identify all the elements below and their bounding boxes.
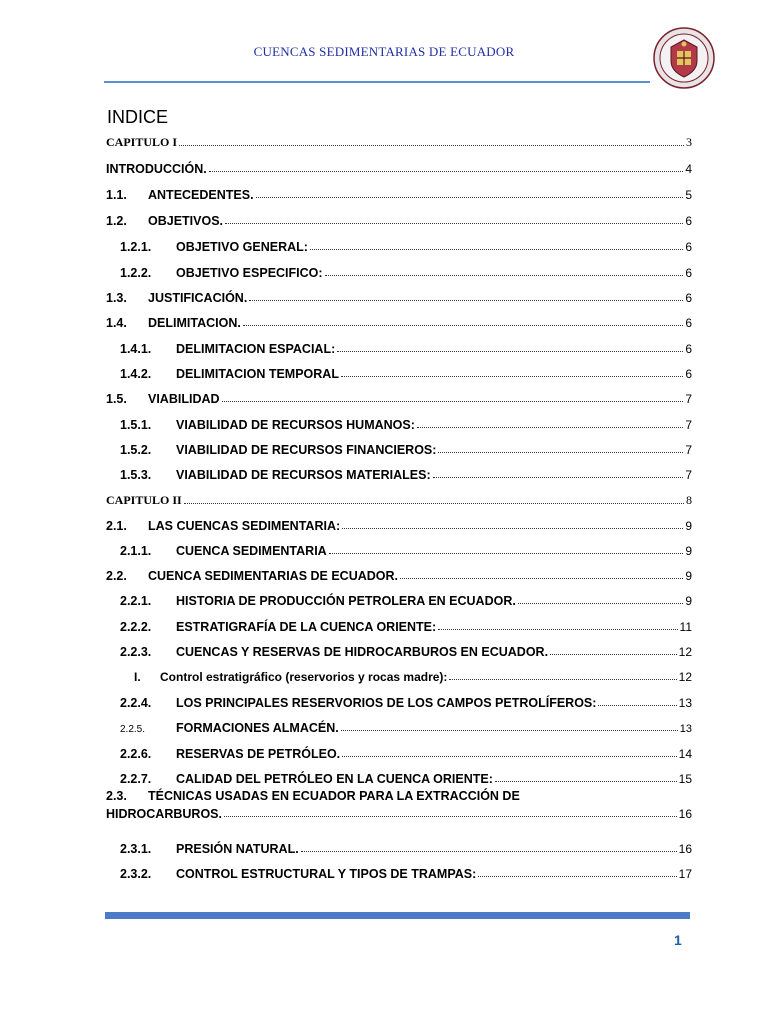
toc-leader-dots (224, 815, 677, 817)
toc-entry-page: 6 (685, 291, 692, 305)
toc-entry-page: 16 (678, 807, 692, 821)
toc-entry-number: 1.2.1. (120, 240, 152, 254)
toc-entry[interactable] (106, 789, 692, 829)
toc-entry-page: 7 (685, 468, 692, 482)
toc-entry[interactable] (120, 713, 692, 735)
toc-entry-page: 17 (678, 867, 692, 881)
toc-entry-title: CALIDAD DEL PETRÓLEO EN LA CUENCA ORIENTE: (176, 772, 493, 786)
toc-entry[interactable] (106, 128, 692, 150)
toc-entry[interactable] (120, 834, 692, 856)
toc-entry-number: 2.1. (106, 519, 127, 533)
toc-entry-title: JUSTIFICACIÓN. (148, 291, 248, 305)
toc-entry-title: OBJETIVOS. (148, 214, 224, 228)
toc-entry-page: 7 (685, 418, 692, 432)
toc-entry-page: 7 (685, 443, 692, 457)
toc-entry-title: ESTRATIGRAFÍA DE LA CUENCA ORIENTE: (176, 620, 437, 634)
toc-entry-title: RESERVAS DE PETRÓLEO. (176, 747, 341, 761)
toc-entry[interactable] (120, 258, 692, 280)
toc-entry-number: 1.4.1. (120, 342, 152, 356)
toc-entry-title: PRESIÓN NATURAL. (176, 842, 299, 856)
toc-entry-number: 2.2.5. (120, 724, 146, 735)
toc-leader-dots (550, 653, 677, 655)
toc-leader-dots (301, 850, 677, 852)
toc-entry-title: HISTORIA DE PRODUCCIÓN PETROLERA EN ECUADOR. (176, 594, 516, 608)
toc-entry[interactable] (134, 662, 692, 684)
toc-entry-title: VIABILIDAD DE RECURSOS HUMANOS: (176, 418, 415, 432)
toc-entry[interactable] (120, 586, 692, 608)
toc-entry[interactable] (120, 859, 692, 881)
toc-leader-dots (342, 527, 683, 529)
toc-leader-dots (417, 426, 683, 428)
toc-entry-number: 2.2.7. (120, 772, 152, 786)
toc-entry-number: 2.3.1. (120, 842, 152, 856)
toc-entry[interactable] (120, 536, 692, 558)
toc-entry-number: 1.2.2. (120, 266, 152, 280)
toc-entry[interactable] (106, 486, 692, 508)
toc-entry-title: VIABILIDAD DE RECURSOS FINANCIEROS: (176, 443, 437, 457)
toc-leader-dots (438, 628, 677, 630)
toc-entry-title: CONTROL ESTRUCTURAL Y TIPOS DE TRAMPAS: (176, 867, 477, 881)
toc-entry[interactable] (120, 764, 692, 786)
toc-leader-dots (243, 324, 683, 326)
toc-entry-title: VIABILIDAD (148, 392, 220, 406)
toc-entry-number: 2.1.1. (120, 544, 152, 558)
toc-entry-number: 2.3. (106, 789, 127, 803)
toc-entry-page: 4 (685, 162, 692, 176)
toc-entry-page: 6 (685, 240, 692, 254)
toc-entry-number: 1.4.2. (120, 367, 152, 381)
toc-entry-page: 12 (678, 645, 692, 659)
toc-entry-title: DELIMITACION TEMPORAL (176, 367, 339, 381)
toc-entry-title: VIABILIDAD DE RECURSOS MATERIALES: (176, 468, 431, 482)
toc-entry[interactable] (120, 435, 692, 457)
toc-entry-page: 3 (686, 135, 692, 149)
toc-entry-title: CUENCA SEDIMENTARIA (176, 544, 327, 558)
toc-entry-title: CAPITULO I (106, 135, 178, 149)
toc-entry[interactable] (120, 637, 692, 659)
toc-entry-number: 1.3. (106, 291, 127, 305)
toc-entry-title: DELIMITACION. (148, 316, 241, 330)
toc-entry[interactable] (106, 283, 692, 305)
toc-entry-title: LOS PRINCIPALES RESERVORIOS DE LOS CAMPOS PETROLÍFEROS: (176, 696, 597, 710)
toc-entry-number: 1.5. (106, 392, 127, 406)
header-divider (104, 81, 650, 83)
toc-leader-dots (225, 222, 683, 224)
toc-entry-page: 7 (685, 392, 692, 406)
toc-entry-title: TÉCNICAS USADAS EN ECUADOR PARA LA EXTRACCIÓN DE (148, 789, 520, 803)
toc-entry[interactable] (120, 359, 692, 381)
toc-leader-dots (341, 729, 678, 731)
toc-leader-dots (222, 400, 684, 402)
toc-entry-number: 2.2.2. (120, 620, 152, 634)
toc-leader-dots (184, 502, 684, 504)
toc-entry-number: 2.2.4. (120, 696, 152, 710)
toc-entry[interactable] (120, 460, 692, 482)
toc-entry-title: LAS CUENCAS SEDIMENTARIA: (148, 519, 341, 533)
toc-entry-number: 2.2.6. (120, 747, 152, 761)
toc-entry[interactable] (120, 739, 692, 761)
toc-entry-page: 9 (685, 569, 692, 583)
toc-leader-dots (209, 170, 684, 172)
toc-entry-page: 12 (678, 670, 692, 684)
toc-entry[interactable] (106, 511, 692, 533)
toc-entry-number: 1.2. (106, 214, 127, 228)
toc-leader-dots (342, 755, 676, 757)
toc-entry-title: ANTECEDENTES. (148, 188, 254, 202)
toc-leader-dots (449, 678, 676, 680)
toc-entry-title: DELIMITACION ESPACIAL: (176, 342, 336, 356)
toc-leader-dots (337, 350, 683, 352)
toc-entry-page: 6 (685, 316, 692, 330)
toc-entry-page: 13 (678, 696, 692, 710)
toc-entry-number: 1.5.3. (120, 468, 152, 482)
toc-entry-number: 1.4. (106, 316, 127, 330)
toc-leader-dots (433, 476, 684, 478)
toc-leader-dots (438, 451, 683, 453)
toc-entry-page: 6 (685, 367, 692, 381)
toc-entry-title: CUENCAS Y RESERVAS DE HIDROCARBUROS EN ECUADOR. (176, 645, 549, 659)
toc-entry[interactable] (120, 334, 692, 356)
toc-entry-page: 9 (685, 519, 692, 533)
toc-entry-number: 1.1. (106, 188, 127, 202)
toc-entry-title: FORMACIONES ALMACÉN. (176, 721, 339, 735)
toc-entry-page: 6 (685, 266, 692, 280)
toc-leader-dots (495, 780, 677, 782)
toc-entry[interactable] (120, 410, 692, 432)
toc-leader-dots (325, 274, 684, 276)
toc-entry-number: 2.3.2. (120, 867, 152, 881)
toc-leader-dots (310, 248, 683, 250)
toc-entry-page: 14 (678, 747, 692, 761)
toc-entry-title-continued: HIDROCARBUROS. (106, 807, 222, 821)
toc-entry-title: INTRODUCCIÓN. (106, 162, 207, 176)
toc-leader-dots (249, 299, 683, 301)
toc-entry-number: I. (134, 670, 141, 684)
toc-entry-number: 2.2.3. (120, 645, 152, 659)
toc-entry[interactable] (120, 612, 692, 634)
toc-entry-page: 8 (686, 493, 692, 507)
university-seal-logo (653, 27, 715, 89)
toc-leader-dots (598, 704, 676, 706)
toc-entry-page: 9 (685, 594, 692, 608)
toc-leader-dots (341, 375, 683, 377)
toc-entry-page: 16 (678, 842, 692, 856)
toc-entry[interactable] (106, 154, 692, 176)
toc-entry-title: CUENCA SEDIMENTARIAS DE ECUADOR. (148, 569, 399, 583)
toc-entry-page: 13 (679, 723, 692, 735)
toc-entry-number: 1.5.2. (120, 443, 152, 457)
toc-leader-dots (179, 144, 684, 146)
toc-leader-dots (518, 602, 683, 604)
toc-entry-title: CAPITULO II (106, 493, 182, 507)
toc-entry-title: OBJETIVO GENERAL: (176, 240, 308, 254)
toc-entry[interactable] (106, 561, 692, 583)
toc-entry[interactable] (120, 232, 692, 254)
toc-entry[interactable] (106, 206, 692, 228)
toc-entry-number: 2.2. (106, 569, 127, 583)
toc-leader-dots (256, 196, 684, 198)
document-header-title: CUENCAS SEDIMENTARIAS DE ECUADOR (253, 44, 515, 59)
toc-entry-title: OBJETIVO ESPECIFICO: (176, 266, 323, 280)
index-heading: INDICE (107, 107, 169, 127)
toc-entry-page: 9 (685, 544, 692, 558)
toc-entry[interactable] (106, 180, 692, 202)
toc-entry[interactable] (106, 308, 692, 330)
page-number: 1 (674, 932, 682, 948)
toc-entry-page: 15 (678, 772, 692, 786)
toc-entry-page: 6 (685, 214, 692, 228)
toc-entry-number: 2.2.1. (120, 594, 152, 608)
toc-entry-title: Control estratigráfico (reservorios y rocas madre): (160, 670, 448, 684)
toc-entry[interactable] (120, 688, 692, 710)
toc-leader-dots (329, 552, 684, 554)
toc-entry-page: 11 (679, 620, 692, 634)
toc-entry-page: 6 (685, 342, 692, 356)
toc-entry[interactable] (106, 384, 692, 406)
toc-entry-number: 1.5.1. (120, 418, 152, 432)
footer-divider (105, 912, 690, 919)
toc-entry-page: 5 (685, 188, 692, 202)
toc-leader-dots (478, 875, 676, 877)
toc-leader-dots (400, 577, 683, 579)
